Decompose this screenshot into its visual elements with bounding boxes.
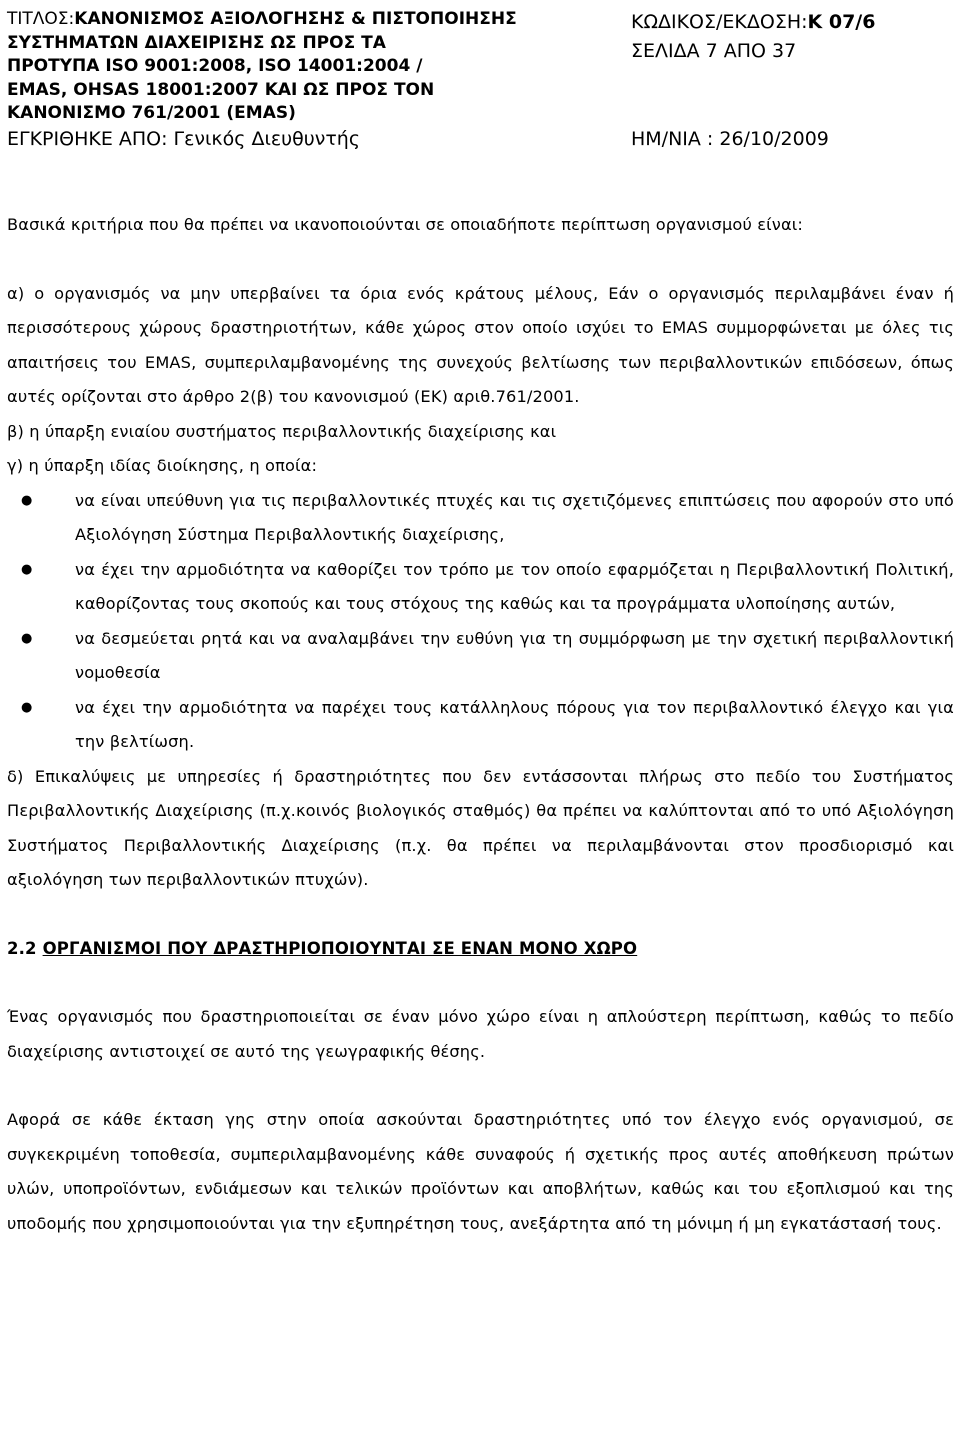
header-title-line-3: ΠΡΟΤΥΠΑ ISO 9001:2008, ISO 14001:2004 / [7, 56, 423, 76]
header-title-line-2: ΣΥΣΤΗΜΑΤΩΝ ΔΙΑΧΕΙΡΙΣΗΣ ΩΣ ΠΡΟΣ ΤΑ [7, 32, 386, 53]
intro-paragraph: Βασικά κριτήρια που θα πρέπει να ικανοποιούνται σε οποιαδήποτε περίπτωση οργανισμού είναι: [7, 215, 804, 234]
list-item [7, 691, 954, 760]
approved-by: ΕΓΚΡΙΘΗΚΕ ΑΠΟ: Γενικός Διευθυντής [7, 128, 361, 150]
document-header [0, 0, 960, 158]
bullet-icon: ● [21, 492, 33, 508]
code-value: Κ 07/6 [807, 11, 876, 33]
header-code-block [631, 8, 951, 66]
bullet-icon: ● [21, 630, 33, 646]
bullet-icon: ● [21, 561, 33, 577]
header-title-line-4: EMAS, OHSAS 18001:2007 ΚΑΙ ΩΣ ΠΡΟΣ ΤΟΝ [7, 79, 435, 100]
header-title-block [7, 8, 587, 126]
list-item [7, 622, 954, 691]
header-title-line-5: ΚΑΝΟΝΙΣΜΟ 761/2001 (EMAS) [7, 103, 296, 123]
list-item-text: να έχει την αρμοδιότητα να καθορίζει τον τρόπο με τον οποίο εφαρμόζεται η Περιβαλλοντική Πολιτική, καθορίζοντας τους σκοπούς και τους στόχους της καθώς και τα προγράμματα υλοποίησης αυτών, [75, 559, 954, 613]
page-number: ΣΕΛΙΔΑ 7 ΑΠΟ 37 [631, 40, 797, 62]
paragraph-site-definition: Αφορά σε κάθε έκταση γης στην οποία ασκούνται δραστηριότητες υπό τον έλεγχο ενός οργανισμού, σε συγκεκριμένη τοποθεσία, συμπεριλαμβανομένης κάθε συναφούς ή σχετικής προς αυτές αποθήκευση πρώτων υλών, υποπροϊόντων, ενδιάμεσων και τελικών προϊόντων και αποβλήτων, καθώς και του εξοπλισμού και της υποδομής που χρησιμοποιούνται για την εξυπηρέτηση τους, ανεξάρτητα από τη μόνιμη ή μη εγκατάστασή τους. [7, 1110, 954, 1233]
criterion-b: β) η ύπαρξη ενιαίου συστήματος περιβαλλοντικής διαχείρισης και [7, 421, 557, 441]
criterion-d: δ) Επικαλύψεις με υπηρεσίες ή δραστηριότητες που δεν εντάσσονται πλήρως στο πεδίο του Συστήματος Περιβαλλοντικής Διαχείρισης (π.χ.κοινός βιολογικός σταθμός) θα πρέπει να καλύπτονται από το υπό Αξιολόγηση Συστήματος Περιβαλλοντικής Διαχείρισης (π.χ. θα πρέπει να περιλαμβάνονται στον προσδιορισμό και αξιολόγηση των περιβαλλοντικών πτυχών). [7, 766, 954, 889]
bullet-icon: ● [21, 699, 33, 715]
section-heading [7, 932, 954, 967]
list-item-text: να δεσμεύεται ρητά και να αναλαμβάνει την ευθύνη για τη συμμόρφωση με την σχετική περιβαλλοντική νομοθεσία [75, 628, 954, 682]
criterion-a: α) ο οργανισμός να μην υπερβαίνει τα όρια ενός κράτους μέλους, Εάν ο οργανισμός περιλαμβάνει έναν ή περισσότερους χώρους δραστηριοτήτων, κάθε χώρος στον οποίο ισχύει το EMAS συμμορφώνεται με όλες τις απαιτήσεις του EMAS, συμπεριλαμβανομένης της συνεχούς βελτίωσης των περιβαλλοντικών επιδόσεων, όπως αυτές ορίζονται στο άρθρο 2(β) του κανονισμού (ΕΚ) αριθ.761/2001. [7, 283, 954, 406]
code-line [631, 8, 951, 37]
paragraph-single-site: Ένας οργανισμός που δραστηριοποιείται σε έναν μόνο χώρο είναι η απλούστερη περίπτωση, καθώς το πεδίο διαχείρισης αντιστοιχεί σε αυτό της γεωγραφικής θέσης. [7, 1007, 954, 1061]
title-text-1: ΚΑΝΟΝΙΣΜΟΣ ΑΞΙΟΛΟΓΗΣΗΣ & ΠΙΣΤΟΠΟΙΗΣΗΣ [74, 9, 517, 29]
header-title-line-1 [7, 8, 587, 32]
management-duties-list [7, 484, 954, 760]
list-item [7, 484, 954, 553]
criterion-c: γ) η ύπαρξη ιδίας διοίκησης, η οποία: [7, 456, 318, 475]
title-label: ΤΙΤΛΟΣ: [7, 9, 75, 29]
list-item-text: να είναι υπεύθυνη για τις περιβαλλοντικές πτυχές και τις σχετιζόμενες επιπτώσεις που αφορούν στο υπό Αξιολόγηση Σύστημα Περιβαλλοντικής διαχείρισης, [75, 490, 954, 544]
document-body [7, 208, 954, 1241]
section-title: ΟΡΓΑΝΙΣΜΟΙ ΠΟΥ ΔΡΑΣΤΗΡΙΟΠΟΙΟΥΝΤΑΙ ΣΕ ΕΝΑΝ ΜΟΝΟ ΧΩΡΟ [42, 938, 638, 958]
list-item-text: να έχει την αρμοδιότητα να παρέχει τους κατάλληλους πόρους για τον περιβαλλοντικό έλεγχο και για την βελτίωση. [75, 697, 954, 751]
code-label: ΚΩΔΙΚΟΣ/ΕΚΔΟΣΗ: [631, 11, 808, 33]
section-number: 2.2 [7, 938, 37, 958]
approval-date: ΗΜ/ΝΙΑ : 26/10/2009 [631, 128, 829, 150]
list-item [7, 553, 954, 622]
